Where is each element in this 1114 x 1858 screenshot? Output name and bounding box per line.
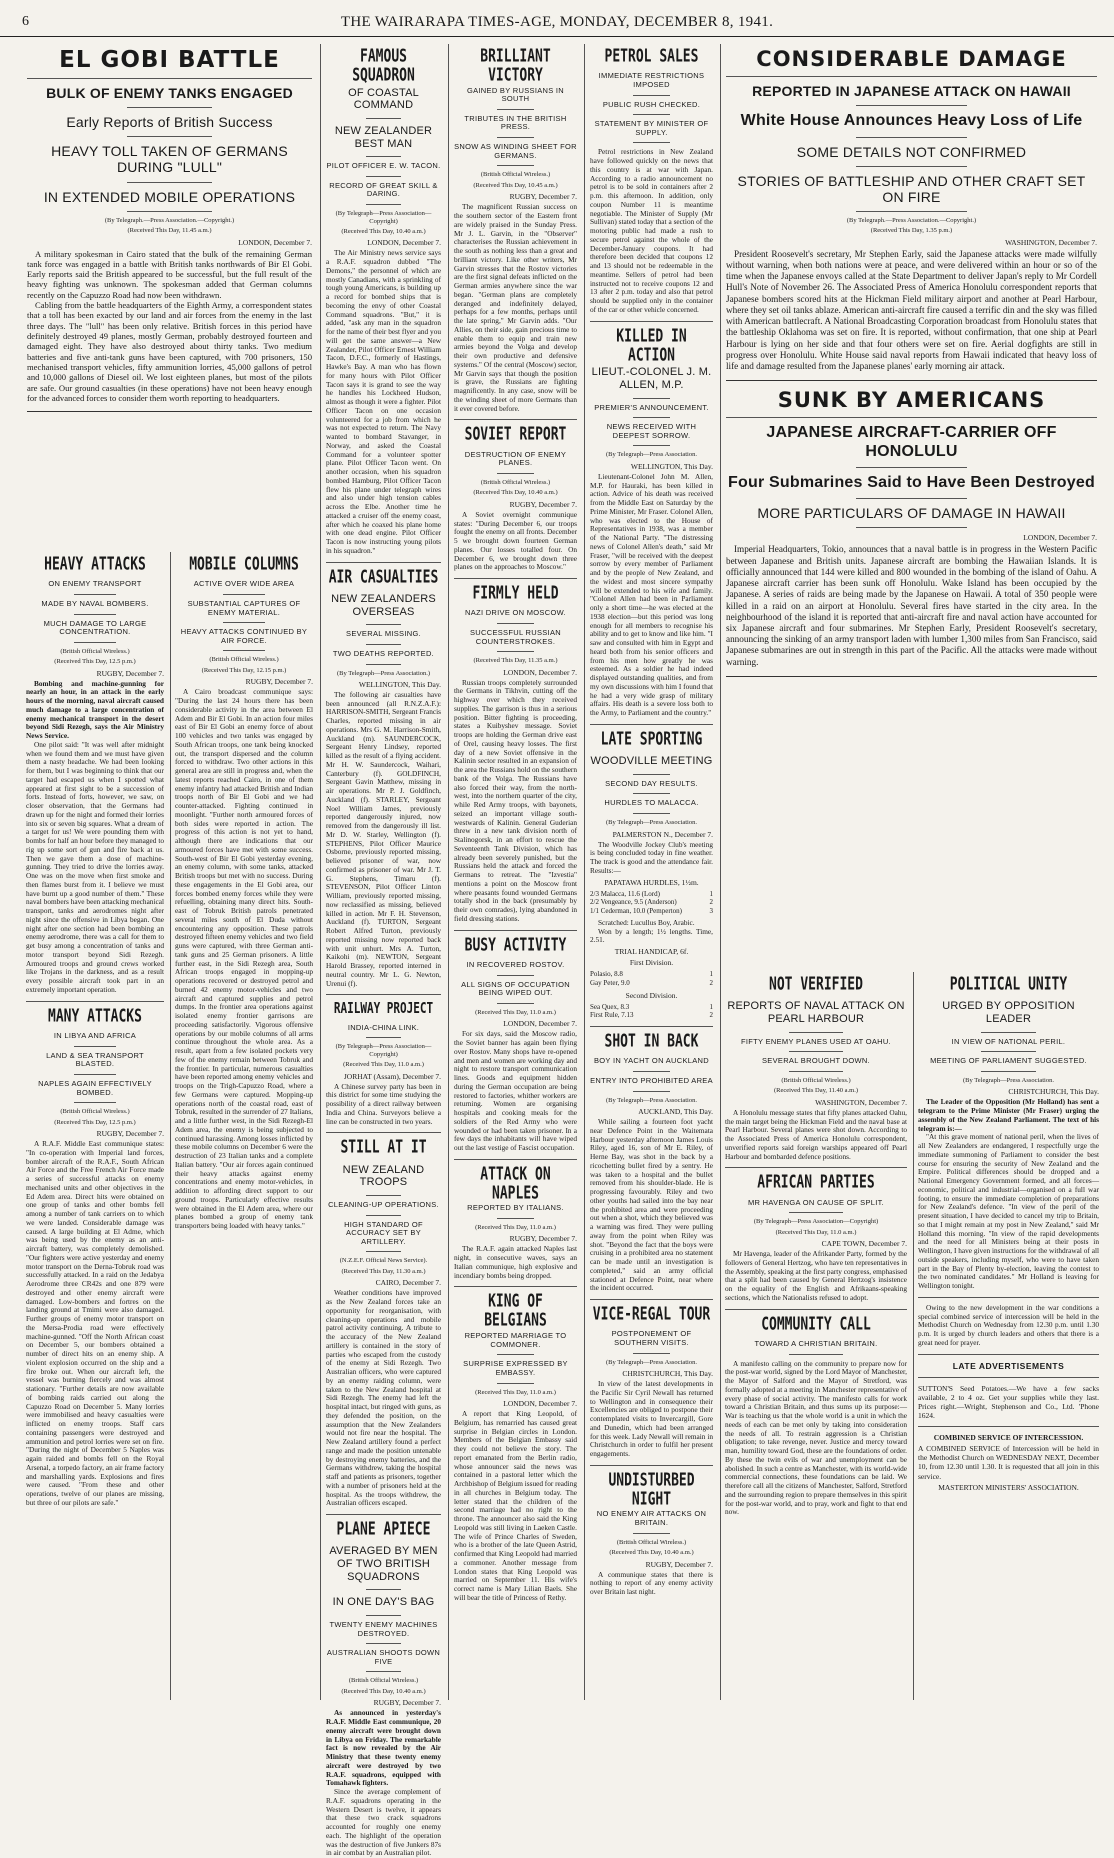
subhead: TRIBUTES IN THE BRITISH PRESS.	[464, 113, 567, 132]
headline: NOT VERIFIED	[769, 974, 863, 995]
advertisement: A COMBINED SERVICE of Intercession will be held in the Methodist Church on WEDNESDAY NEXT, December 10, from 12.30 until 1.30. It is requested that all join in this service.	[918, 1444, 1099, 1481]
credit-line: (By Telegraph—Press Association—Copyright)	[335, 1043, 432, 1058]
subhead: SUCCESSFUL RUSSIAN COUNTERSTROKES.	[470, 627, 561, 646]
article-body: Russian troops completely surrounded the Germans in Tikhvin, cutting off the highway over which they received supplies. The garrison is thus in a serious position. Bitter fighting is proceeding, states a Kuibyshev message. Soviet troops are holding the German drive east of Orel, causing heavy losses. The first day of a new Soviet offensive in the Kalinin sector resulted in an expansion of the area the Russians hold on the southern bank of the Volga. The Russians have also forced their way, from the north-west, into the northern quarter of the city, while Red Army troops, with bayonets, seized an important village south-westwards of Kalinin. General Guderian threw in a new tank division north of Stalinogorsk, in an effort to rescue the Seventeenth Tank Division, which has already been severely punished, but the Russians held the attack and forced the Germans to retreat. The "Izvestia" mentions a point on the Moscow front where peasants found wounded Germans totally shod in the back (presumably by their own comrades), lying abandoned in field dressing stations.	[454, 677, 578, 923]
subhead: SEVERAL BROUGHT DOWN.	[762, 1056, 870, 1066]
subhead: RECORD OF GREAT SKILL & DARING.	[329, 180, 438, 199]
race-title: PAPATAWA HURDLES, 1½m.	[604, 877, 699, 887]
headline: SOVIET REPORT	[464, 424, 567, 446]
received-line: (Received This Day, 11.0 a.m.)	[343, 1061, 424, 1069]
subhead: IN EXTENDED MOBILE OPERATIONS	[43, 188, 296, 205]
advertisement: SUTTON'S Seed Potatoes.—We have a few sacks available, 2 to 4 oz. Get your supplies while they last. Prices right.—Wright, Stephenson and Co., Ltd. 'Phone 1624.	[918, 1383, 1099, 1420]
result-row: 2/3 Malacca, 11.6 (Lord) 1	[590, 889, 713, 898]
dateline: RUGBY, December 7.	[509, 192, 577, 202]
subhead: URGED BY OPPOSITION LEADER	[942, 1000, 1075, 1025]
headline: PLANE APIECE	[336, 1519, 431, 1541]
masthead-title: THE WAIRARAPA TIMES-AGE, MONDAY, DECEMBER 8, 1941.	[340, 14, 774, 30]
subhead: ON ENEMY TRANSPORT	[48, 579, 142, 589]
dateline: WASHINGTON, December 7.	[815, 1097, 907, 1107]
headline: AIR CASUALTIES	[328, 567, 439, 588]
credit-line: (N.Z.E.F. Official News Service).	[339, 1257, 428, 1265]
subhead: LAND & SEA TRANSPORT BLASTED.	[46, 1050, 144, 1069]
article-body: Mr Havenga, leader of the Afrikander Party, formed by the followers of General Hertzog, who have ten representatives in the Assembly, speaking at the first party congress, emphasised that a split had been caused by General Hertzog's insistence on the equality of the English and Afrikaans-speaking sections, which the Nationalists refused to adopt.	[725, 1249, 907, 1302]
result-row: 1/1 Cederman, 10.0 (Pemperton) 3	[590, 907, 713, 916]
received-line: (Received This Day, 11.0 a.m.)	[775, 1228, 857, 1236]
won-note: Won by a length; 1½ lengths. Time, 2.51.	[590, 926, 713, 945]
subhead: INDIA-CHINA LINK.	[347, 1022, 420, 1032]
credit-line: (By Telegraph—Press Association.)	[336, 669, 431, 677]
subhead: IN RECOVERED ROSTOV.	[466, 959, 565, 969]
column-el-gobi	[22, 44, 317, 1700]
article-lead: As announced in yesterday's R.A.F. Middle East communique, 20 enemy aircraft were brought down in Libya on Friday. The remarkable fact is now revealed by the Air Ministry that these twenty enemy aircraft were destroyed by two R.A.F. squadrons, equipped with Tomahawk fighters.	[326, 1708, 441, 1788]
article-body: Lieutenant-Colonel John M. Allen, M.P. for Hauraki, has been killed in action. Advice of his death was received from the Middle East on Saturday by the Prime Minister, Mr Fraser. Colonel Allen, who was elected to the House of Representatives in 1938, was a member of the National Party. "The distressing news of Colonel Allen's death," said Mr Fraser, "will be received with the deepest sorrow by every member of Parliament and by the people of New Zealand, and the widest and most sincere sympathy will be extended to his wife and family. "Colonel Allen had been in Parliament only a short time—he was elected at the 1938 election—but this period was long enough for all members to recognise his ability and to get to know and like him. "I saw and consulted with him in Egypt and heard both from his senior officers and from his men how greatly he was esteemed. As a soldier he had indeed displayed outstanding qualities, and from my own discussions with him I found that he had a very wide grasp of military affairs. His death is a severe loss both to the Army, to Parliament and the country."	[590, 471, 713, 718]
subhead: AUSTRALIAN SHOOTS DOWN FIVE	[326, 1648, 441, 1666]
column-famous-squadron	[320, 44, 446, 1858]
credit-line: (British Official Wireless.)	[348, 1677, 419, 1685]
race-results	[590, 890, 713, 916]
received-line: (Received This Day, 10.45 a.m.)	[473, 181, 558, 189]
subhead: BULK OF ENEMY TANKS ENGAGED	[46, 85, 293, 102]
subhead: IN LIBYA AND AFRICA	[53, 1031, 137, 1041]
headline: PETROL SALES	[604, 46, 699, 67]
dateline: RUGBY, December 7.	[509, 499, 577, 509]
subhead: ENTRY INTO PROHIBITED AREA	[590, 1075, 713, 1085]
subhead: MR HAVENGA ON CAUSE OF SPLIT.	[747, 1197, 885, 1207]
subhead: Early Reports of British Success	[66, 114, 273, 131]
headline: MOBILE COLUMNS	[189, 554, 299, 575]
subhead: IN VIEW OF NATIONAL PERIL.	[951, 1036, 1066, 1046]
masthead	[0, 0, 1114, 37]
article-body: "At this grave moment of national peril, when the lives of all New Zealanders are endangered, I respectfully urge the immediate summoning of Parliament to consider the best course for ensuring the security of New Zealand and the Empire. Political differences should be dropped and a National Emergency Government formed, and all forces—economic, political and industrial—organised on a full war footing, to ensure the immediate completion of preparations for New Zealand's defence. "In view of the peril of the present situation, I have decided to cancel my trip to Britain, so that I might remain at my post in New Zealand," said Mr Holland this morning. "In view of the rapid developments and the need for all Ministers being at their posts in Wellington, I have given instructions for the withdrawal of all outside speakers, including myself, who were to have taken part in the Bay of Plenty by-election, leaving the contest to the two nominated candidates." Mr Holland is leaving for Wellington tonight.	[918, 1132, 1099, 1291]
credit-line: (By Telegraph—Press Association.	[606, 451, 697, 459]
credit-line: (British Official Wireless.)	[60, 1108, 130, 1116]
race-title: TRIAL HANDICAP, 6f.	[614, 947, 689, 957]
subhead: NAPLES AGAIN EFFECTIVELY BOMBED.	[38, 1078, 152, 1097]
dateline: CAIRO, December 7.	[375, 1278, 441, 1288]
subhead: ALL SIGNS OF OCCUPATION BEING WIPED OUT.	[461, 979, 570, 998]
credit-line: (By Telegraph.—Press Association.—Copyright.)	[104, 216, 235, 224]
headline: UNDISTURBED NIGHT	[608, 1470, 695, 1511]
received-line: (Received This Day, 12.5 p.m.)	[54, 1118, 136, 1126]
article-body: Cabling from the battle headquarters of the Eighth Army, a correspondent states that a toll has been exacted by our land and air forces from the enemy in the last three days. The "lull" has been only relative. British forces in this period have definitely destroyed 49 planes, mostly German, probably destroyed fourteen and damaged eight. They have also destroyed about thirty tanks. Two medium batteries and five anti-tank guns have been captured, with 700 prisoners, 150 mechanised transport vehicles, fifty ammunition lorries, 45,000 gallons of petrol and 10,000 gallons of Diesel oil. We lost eighteen planes, but most of the pilots are safe. Our ground casualties (in these operations) have not been heavy enough for the advanced forces to consider them worth reporting to headquarters.	[27, 300, 312, 403]
article-body: A report that King Leopold, of Belgium, has remarried has caused great surprise in Belgian circles in London. Members of the Belgian Embassy said they could not believe the story. The report emanated from the Berlin radio, whose announcer said the news was contained in a pastoral letter which the Archbishop of Belgium issued for reading in all churches in Belgium today. The letter stated that the children of the second marriage had no right to the throne. The announcer also said the King Leopold was still living in Laeken Castle. The wife of Prince Charles of Sweden, who is a brother of the late Queen Astrid, confirmed that King Leopold had married a commoner. Another message from London states that King Leopold was married on September 11. His wife's correct name is Mary Lilian Baels. She will bear the title of Princess of Rethy.	[454, 1409, 578, 1602]
subhead: NEW ZEALAND TROOPS	[342, 1163, 425, 1189]
result-row: Polasio, 8.8 1	[590, 970, 713, 979]
subhead: REPORTED IN JAPANESE ATTACK ON HAWAII	[752, 83, 1071, 100]
subhead: REPORTED BY ITALIANS.	[467, 1203, 564, 1213]
received-line: (Received This Day, 10.40 a.m.)	[609, 1549, 694, 1557]
subhead: SNOW AS WINDING SHEET FOR GERMANS.	[454, 142, 577, 160]
subhead: HURDLES TO MALACCA.	[604, 798, 699, 808]
race-results	[590, 1003, 713, 1021]
credit-line: (By Telegraph—Press Association—Copyright)	[753, 1218, 879, 1226]
subhead: SECOND DAY RESULTS.	[605, 778, 698, 788]
article-body: Petrol restrictions in New Zealand have followed quickly on the news that this country is at war with Japan. According to a radio announcement no petrol is to be sold in containers after 2 p.m. this afternoon. In addition, only coupon Number 11 is meantime negotiable. The Minister of Supply (Mr Sullivan) stated today that a section of the motoring public had made a rush to secure petrol against the whole of the December-January coupons. It had therefore been decided that coupons 12 and 13 should not be redeemable in the meantime. Sellers of petrol had been instructed not to receive coupons 12 and 13 after 2 p.m. today and also that petrol should be supplied only in the container of the car or other vehicle concerned.	[590, 147, 713, 314]
received-line: (Received This Day, 11.30 a.m.)	[341, 1267, 426, 1275]
article-body: A military spokesman in Cairo stated that the bulk of the remaining German tank force was engaged in a battle with British tanks northwards of Bir El Gobi. Early reports said the British appeared to be successful, but the full result of the heavy fighting was unknown. The spokesman added that German columns recently on the Capuzzo Road had now been withdrawn.	[27, 248, 312, 300]
article-body: A Chinese survey party has been in this district for some time studying the possibility of a direct railway between India and China. Surveyors believe a line can be constructed in two years.	[326, 1081, 441, 1126]
received-line: (Received This Day, 12.15 p.m.)	[201, 666, 287, 674]
headline: ATTACK ON NAPLES	[480, 1164, 551, 1204]
column-brilliant-victory	[448, 44, 582, 1700]
dateline: RUGBY, December 7.	[373, 1698, 441, 1708]
credit-line: (By Telegraph—Press Association.	[606, 819, 697, 827]
headline-considerable-damage: CONSIDERABLE DAMAGE	[756, 47, 1067, 71]
subhead: PUBLIC RUSH CHECKED.	[602, 99, 701, 109]
article-body: In view of the latest developments in the Pacific Sir Cyril Newall has returned to Wellington and in consequence their Excellencies are obliged to postpone their contemplated visits to Invercargill, Gore and Dunedin, which had been arranged for this week. Lady Newall will remain in Christchurch in order to fulfil her present engagements.	[590, 1379, 713, 1459]
division-label: Second Division.	[625, 990, 678, 1000]
received-line: (Received This Day, 11.40 a.m.)	[773, 1087, 859, 1095]
late-advertisements-heading: LATE ADVERTISEMENTS	[952, 1360, 1065, 1371]
credit-line: (British Official Wireless.)	[781, 1076, 851, 1084]
subhead: POSTPONEMENT OF SOUTHERN VISITS.	[611, 1329, 692, 1347]
dateline: LONDON, December 7.	[1023, 533, 1097, 543]
article-body: A Honolulu message states that fifty planes attacked Oahu, the main target being the Hickman Field and the naval base at Pearl Harbour. Several planes were shot down. According to the Associated Press of America Honolulu correspondent, unverified reports said foreign warships appeared off Pearl Harbour and bombarded defence positions.	[725, 1107, 907, 1161]
subhead: TWO DEATHS REPORTED.	[332, 648, 435, 658]
dateline: LONDON, December 7.	[367, 238, 441, 248]
dateline: CHRISTCHURCH, This Day.	[622, 1369, 713, 1379]
subhead: TWENTY ENEMY MACHINES DESTROYED.	[329, 1619, 438, 1638]
dateline: RUGBY, December 7.	[245, 677, 313, 687]
subhead: WOODVILLE MEETING	[590, 755, 713, 768]
received-line: (Received This Day, 12.5 p.m.)	[54, 658, 136, 666]
dateline: CHRISTCHURCH, This Day.	[1008, 1087, 1099, 1097]
headline: POLITICAL UNITY	[949, 974, 1068, 995]
subcolumn-heavy-many	[22, 552, 168, 1700]
dateline: LONDON, December 7.	[503, 1399, 577, 1409]
subhead: ACTIVE OVER WIDE AREA	[193, 579, 295, 589]
dateline: RUGBY, December 7.	[509, 1234, 577, 1244]
subhead: White House Announces Heavy Loss of Life	[740, 112, 1083, 130]
subhead: DESTRUCTION OF ENEMY PLANES.	[464, 449, 567, 468]
dateline: WASHINGTON, December 7.	[1005, 237, 1097, 247]
headline: FIRMLY HELD	[472, 583, 559, 604]
dateline: CAPE TOWN, December 7.	[821, 1239, 907, 1249]
dateline: WELLINGTON, This Day.	[358, 679, 441, 689]
subhead: NEW ZEALANDERS OVERSEAS	[331, 592, 436, 618]
headline: MANY ATTACKS	[48, 1006, 142, 1027]
race-results	[590, 970, 713, 988]
headline: FAMOUS SQUADRON	[352, 46, 415, 87]
subhead: CLEANING-UP OPERATIONS.	[328, 1199, 439, 1209]
credit-line: (British Official Wireless.)	[480, 171, 551, 179]
headline: COMMUNITY CALL	[761, 1314, 871, 1335]
credit-line: (By Telegraph—Press Association.	[963, 1076, 1054, 1084]
credit-line: (By Telegraph—Press Association.	[606, 1096, 697, 1104]
dateline: LONDON, December 7.	[503, 1019, 577, 1029]
received-line: (Received This Day, 11.35 a.m.)	[473, 657, 558, 665]
headline: HEAVY ATTACKS	[44, 554, 146, 575]
headline: BRILLIANT VICTORY	[480, 46, 551, 87]
dateline: LONDON, December 7.	[503, 667, 577, 677]
subhead: SUBSTANTIAL CAPTURES OF ENEMY MATERIAL.	[187, 598, 301, 617]
received-line: (Received This Day, 11.0 a.m.)	[475, 1388, 556, 1396]
article-body: Weather conditions have improved as the New Zealand forces take an opportunity for reorganisation, with cleaning-up operations and mobile patrol activity continuing. A tribute to the accuracy of the New Zealand artillery is contained in the story of parties who escaped from the custody of the enemy at Sidi Rezegh. Two Australian officers, who were captured by an enemy raiding column, were taken to the New Zealand hospital at Sidi Rezegh. The enemy had left the hospital intact, but ringed with guns, as they defended the position, on the assumption that the New Zealanders would not fire near the hospital. The New Zealand artillery found a perfect range and made the position untenable by destroying enemy batteries, and the Germans withdrew, taking the hospital staff and patients as prisoners, together with a number of prisoners held at the hospital. As the troops withdrew, the Australian officers escaped.	[326, 1288, 441, 1508]
advertisement-title: COMBINED SERVICE OF INTERCESSION.	[933, 1433, 1084, 1443]
subhead: TOWARD A CHRISTIAN BRITAIN.	[754, 1338, 878, 1348]
headline: KING OF BELGIANS	[484, 1292, 547, 1332]
headline: BUSY ACTIVITY	[464, 935, 567, 956]
article-body: One pilot said: "It was well after midnight when we found them and we must have given them a nasty headache. We had been looking for them, but I was beginning to think that our target had escaped us when I spotted what appeared at first sight to be a succession of forts. Instead of forts, however, we saw, on closer observation, that the Germans had drawn up for the night and formed their lorries into six or seven big squares. What a dream of a target for us! We were pounding them with bombs for half an hour before they managed to rig up some sort of gun and fire back at us. Then we gave them a dose of machine-gunning. They tried to drive the lorries away. One was on the move when first smoke and then flames burst from it. I believe we must have burnt up a good number of them." These naval bombers have been attacking mechanical transport, tanks and aerodromes night after night since the offensive in Libya began. One night after one section had been bombing an enemy aerodrome, there was a call for them to get busy among a concentration of tanks and motor transport beyond Sidi Rezegh. Armoured troops and ground crews worked like Trojans in the darkness, and as a result every possible aircraft took part in an extremely important operation.	[26, 739, 164, 994]
article-body: A communique states that there is nothing to report of any enemy activity over Britain last night.	[590, 1569, 713, 1597]
dateline: RUGBY, December 7.	[645, 1559, 713, 1569]
result-row: 2/2 Vengeance, 9.5 (Anderson) 2	[590, 898, 713, 907]
scratched-note: Scratched: Lucullus Boy, Arabic.	[598, 917, 695, 927]
subhead: SEVERAL MISSING.	[346, 629, 421, 639]
article-body: President Roosevelt's secretary, Mr Stephen Early, said the Japanese attacks were made wilfully without warning, when both nations were at peace, and were delivered within an hour or so of the time when the Japanese envoys called at the State Department to deliver Japan's reply to Mr Cordell Hull's Note of November 26. The Associated Press of America Honolulu correspondent reports that Japanese bombers scored hits at the Hickman Field military airport and another at Pearl Harbour, where they set oil tanks ablaze. American anti-aircraft fire caused a terrific din and the sky was filled with American battlecraft. A National Broadcasting Corporation broadcast from Honolulu states that the battleship Oklahoma was set on fire. It is reported, without confirmation, that one ship at Pearl Harbour is lying on her side and that four others were set on fire. Aerial dogfights are still in progress over Honolulu. White House said naval reports from Hawaii indicated that heavy loss of life and damage resulted from the Japanese planes' early morning air attack.	[726, 248, 1097, 371]
received-line: (Received This Day, 11.0 a.m.)	[475, 1008, 556, 1016]
article-body: For six days, said the Moscow radio, the Soviet banner has again been flying over Rostov. Many shops have re-opened and men and women are working day and night to restore transport communication lines. Goods and equipment hidden during the German occupation are being restored to factories, whither workers are returning. Women are organising hospitals and cooking meals for the soldiers of the Red Army who were wounded or had been taken prisoner. In a few days the inhabitants will have wiped out the last vestige of Fascist occupation.	[454, 1029, 577, 1153]
result-row: First Rule, 7.13 2	[590, 1011, 713, 1020]
headline: AFRICAN PARTIES	[757, 1172, 875, 1194]
headline: LATE SPORTING	[600, 729, 703, 750]
article-lead: The Leader of the Opposition (Mr Holland) has sent a telegram to the Prime Minister (Mr Fraser) urging the assembly of the New Zealand Parliament. The text of his telegram is:—	[918, 1097, 1099, 1133]
dateline: WELLINGTON, This Day.	[630, 461, 713, 471]
subhead: IMMEDIATE RESTRICTIONS IMPOSED	[598, 71, 705, 89]
received-line: (Received This Day, 11.45 a.m.)	[127, 227, 212, 235]
subhead: OF COASTAL COMMAND	[348, 86, 419, 112]
article-body: While sailing a fourteen foot yacht near Defence Point in the Waitemata Harbour yesterday afternoon James Louis Riley, aged 16, son of Mr E. Riley, of Herne Bay, was shot in the back by a ricochetting bullet fired by a sentry. He was taken to a hospital and the bullet removed from his shoulder-blade. He is progressing favourably. Riley and two other youths had sailed into the bay near the prohibited area and were proceeding out when a shot, which they believed was a warning was fired. They were pulling away from the point when Riley was shot. "Beyond the fact that the boys were cruising in a prohibited area no statement can be made until an investigation is completed," said an army official stationed at Defence Point, near where the incident occurred.	[590, 1117, 713, 1293]
article-body: The R.A.F. again attacked Naples last night, in consecutive waves, says an Italian communique, high explosive and incendiary bombs being dropped.	[454, 1244, 577, 1280]
subhead: JAPANESE AIRCRAFT-CARRIER OFF HONOLULU	[766, 424, 1057, 460]
subhead: NEWS RECEIVED WITH DEEPEST SORROW.	[606, 422, 697, 440]
subhead: HEAVY ATTACKS CONTINUED BY AIR FORCE.	[180, 627, 308, 645]
received-line: (Received This Day, 10.40 a.m.)	[341, 1687, 426, 1695]
headline-el-gobi: EL GOBI BATTLE	[59, 47, 280, 73]
headline: KILLED IN ACTION	[616, 326, 687, 366]
subcolumn-mobile	[170, 552, 317, 1700]
article-body: The magnificent Russian success on the southern sector of the Eastern front are widely praised in the Sunday Press. Mr J. L. Garvin, in the "Observer" characterises the Russian achievement in the south as nothing less than a great and brilliant victory. Like other writers, Mr Garvin stresses that the Rostov victories are the first signal defeats inflicted on the German armies anywhere since the war began. "German plans are completely deranged and indefinitely delayed, perhaps for a few months, perhaps until the late spring," Mr Garvin adds. "Our Allies, on their side, gain precious time to enable them to equip and train new armies beyond the Volga and develop their own productive and defensive systems." Of the central (Moscow) sector, Mr Garvin says that though the position is grave, the Russians are fighting magnificently. In any case, snow will be the winding sheet of more Germans than it ever covered before.	[454, 202, 577, 413]
subcolumn-political-unity	[913, 972, 1103, 1700]
subhead: PILOT OFFICER E. W. TACON.	[326, 161, 441, 171]
subhead: NEW ZEALANDER BEST MAN	[334, 124, 433, 150]
dateline: JORHAT (Assam), December 7.	[343, 1071, 441, 1081]
page-number: 6	[22, 14, 29, 29]
received-line: (Received This Day, 10.40 a.m.)	[341, 227, 426, 235]
subhead: HIGH STANDARD OF ACCURACY SET BY ARTILLERY.	[344, 1219, 423, 1246]
received-line: (Received This Day, 1.35 p.m.)	[870, 227, 953, 235]
subhead: MORE PARTICULARS OF DAMAGE IN HAWAII	[757, 505, 1066, 522]
subhead: HEAVY TOLL TAKEN OF GERMANS DURING "LULL"	[51, 143, 288, 176]
subhead: NO ENEMY AIR ATTACKS ON BRITAIN.	[596, 1509, 707, 1528]
subhead: FIFTY ENEMY PLANES USED AT OAHU.	[741, 1036, 891, 1046]
dateline: LONDON, December 7.	[238, 237, 312, 247]
article-body: Imperial Headquarters, Tokio, announces that a naval battle is in progress in the Western Pacific between Japanese and British units. Japanese aircraft are bombing the Hawaiian Islands. It is officially announced that 144 were killed and 800 wounded in the bombing of the island of Oahu. A Japanese aircraft carrier has been sunk off Honolulu. Wake Island has been occupied by the Japanese. A series of raids are being made by the Japanese on Hawaii. A total of 350 people were killed in a raid on an airport at Honolulu. Several fires have started in the city area. In the neighbourhood of the island it is reported that anti-aircraft fire and naval action have accounted for six Japanese aircraft and four submarines. Mr Stephen Early, President Roosevelt's secretary, announcing the sinking of an army transport laden with lumber 1,300 miles from San Francisco, said Japanese submarines are out in strength in this part of the Pacific. All the attacks were made without warning.	[726, 544, 1097, 667]
intercession-notice: Owing to the new development in the war conditions a special combined service of intercession will be held in the Methodist Church on Wednesday from 12.30 p.m. until 1.30 p.m. It is urged by church leaders and others that there is a great need for prayer.	[918, 1302, 1099, 1347]
division-label: First Division.	[629, 958, 674, 968]
dateline: RUGBY, December 7.	[96, 668, 164, 678]
subhead: REPORTS OF NAVAL ATTACK ON PEARL HARBOUR	[727, 1000, 905, 1025]
subhead: LIEUT.-COLONEL J. M. ALLEN, M.P.	[591, 366, 712, 391]
subhead: Four Submarines Said to Have Been Destroyed	[728, 473, 1095, 491]
article-body: The Air Ministry news service says a R.A.F. squadron dubbed "The Demons," the personnel of which are mostly Canadians, with a sprinkling of tough young Americans, is building up a record for bombed ships that is becoming the envy of other Coastal Command squadrons. "But," it is added, "ask any man in the squadron for the name of their best flyer and you will get the same answer—a New Zealander, Pilot Officer Ernest William Tacon, D.F.C., formerly of Hastings, Hawke's Bay. A man who has flown for many hours with Pilot Officer Tacon says it is grand to see the way he handles his Lockheed Hudson, almost as though it were a fighter. Pilot Officer Tacon on one occasion volunteered for a job from which he was not expected to return. The Navy wanted to bombard Stavanger, in Norway, and asked the Coastal Command for a volunteer spotter plane. Pilot Officer Tacon went. On another occasion, when his squadron bombed Hamburg, Pilot Officer Tacon flew his plane under telegraph wires and also under high tension cables across the Elbe. Another time he attacked a cruiser off the enemy coast, after which he coaxed his plane home with one dead engine. Pilot Officer Tacon is now instructing young pilots in his squadron."	[326, 248, 441, 555]
subhead: PREMIER'S ANNOUNCEMENT.	[594, 402, 709, 412]
article-body: The Woodville Jockey Club's meeting is being concluded today in fine weather. The track is good and the attendance fair. Results:—	[590, 839, 713, 875]
subhead: STATEMENT BY MINISTER OF SUPPLY.	[594, 119, 709, 137]
column-petrol-sales	[584, 44, 718, 1700]
subhead: MADE BY NAVAL BOMBERS.	[41, 598, 149, 608]
article-body: A Soviet overnight communique states: "During December 6, our troops fought the enemy on all fronts. December 5 we brought down fourteen German planes. Our losses totalled four. On December 6, we brought down three planes on the approaches to Moscow."	[454, 509, 577, 572]
advertisement-signature: MASTERTON MINISTERS' ASSOCIATION.	[938, 1482, 1079, 1492]
credit-line: (British Official Wireless.)	[616, 1538, 687, 1546]
column-pacific-war	[720, 44, 1102, 1700]
article-body: A R.A.F. Middle East communique states: "In co-operation with Imperial land forces, bomber aircraft of the R.A.F., South African Air Force and the Free French Air Force made a series of successful attacks on enemy mechanised units and other objectives in the Ed Adem area. Direct hits were obtained on one group of tanks and other bombs fell among a number of tank carriers on to which we were landed. Considerable damage was caused. A large building at El Adme, which was being used by the enemy as an anti-aircraft battery, was completely demolished. "Our fighters were active yesterday and enemy motor transport on the Derna-Tobruk road was successfully attacked. In a raid on the Jedabya Aerodrome three CR42s and one 879 were destroyed and other enemy aircraft were damaged. Low-bombers and fortres on the landing ground at Tmimi were also damaged. Further groups of enemy motor transport on the Mersa-Prodia road were effectively machine-gunned. "Off the North African coast on December 5, our bombers obtained a number of direct hits on an enemy ship. A violent explosion occurred on the ship and a fire broke out. When our aircraft left, the vessel was burning fiercely and was almost stationary. "Further details are now available of bombing raids carried out along the Capuzzo Road on December 5. Many lorries were immobilised and heavy casualties were inflicted on enemy troops. Staff cars containing passengers were destroyed and ammunition and petrol lorries were set on fire. "During the night of December 5 Naples was again raided and bombs fell on the Royal Arsenal, a torpedo factory, an air frame factory and marshalling yards. Explosions and fires were caused. "From these and other operations, twelve of our planes are missing, but three of our pilots are safe."	[26, 1139, 164, 1507]
subhead: SOME DETAILS NOT CONFIRMED	[796, 143, 1027, 160]
headline: STILL AT IT	[340, 1138, 427, 1159]
subhead: REPORTED MARRIAGE TO COMMONER.	[464, 1331, 567, 1349]
received-line: (Received This Day, 10.40 a.m.)	[473, 489, 558, 497]
article-body: A manifesto calling on the community to prepare now for the post-war world, signed by the Lord Mayor of Manchester, the Mayor of Salford and the Mayor of Stretford, was formally adopted at a meeting in Manchester representative of every phase of social activity. The manifesto calls for work toward a Christian Britain, and thus sums up its purpose:—War is teaching us that the whole world is a unit in which the needs of each can be met only by taking into consideration the needs of all. To restrain aggression is a Christian obligation; to take revenge, never. Justice and mercy toward man, humility toward God, these are the foundations of order. By these the twin evils of war and unemployment can be abolished. In such a centre as Manchester, with its world-wide commercial connections, these foundations can be laid. We therefore call all the citizens of Manchester, Salford, Stretford and the surrounding region to prepare themselves in this spirit for the post-war world, and to pray, work and fight to that end now.	[725, 1358, 907, 1517]
subhead: BOY IN YACHT ON AUCKLAND	[593, 1056, 709, 1066]
credit-line: (By Telegraph—Press Association—Copyright)	[335, 210, 432, 225]
received-line: (Received This Day, 11.0 a.m.)	[475, 1224, 556, 1232]
article-lead: Bombing and machine-gunning for nearly an hour, in an attack in the early hours of the morning, naval aircraft caused much damage to a large concentration of enemy mechanical transport in the desert beyond Sidi Rezegh, says the Air Ministry News Service.	[26, 678, 164, 741]
subhead: STORIES OF BATTLESHIP AND OTHER CRAFT SET ON FIRE	[737, 172, 1086, 205]
dateline: RUGBY, December 7.	[96, 1129, 164, 1139]
subhead: MUCH DAMAGE TO LARGE CONCENTRATION.	[43, 618, 147, 637]
credit-line: (By Telegraph—Press Association.	[606, 1358, 697, 1366]
headline: RAILWAY PROJECT	[333, 1000, 434, 1018]
headline-sunk-by-americans: SUNK BY AMERICANS	[777, 388, 1046, 413]
headline: VICE-REGAL TOUR	[592, 1304, 711, 1325]
credit-line: (By Telegraph.—Press Association.—Copyright.)	[846, 216, 977, 224]
credit-line: (British Official Wireless.)	[60, 647, 130, 655]
result-row: Gay Peter, 9.0 2	[590, 978, 713, 987]
subhead: NAZI DRIVE ON MOSCOW.	[465, 608, 566, 618]
credit-line: (British Official Wireless.)	[209, 656, 279, 664]
subhead: IN ONE DAY'S BAG	[332, 1596, 435, 1609]
subhead: SURPRISE EXPRESSED BY EMBASSY.	[463, 1359, 568, 1377]
dateline: PALMERSTON N., December 7.	[612, 829, 713, 839]
subhead: AVERAGED BY MEN OF TWO BRITISH SQUADRONS	[329, 1545, 438, 1583]
subhead: MEETING OF PARLIAMENT SUGGESTED.	[930, 1056, 1087, 1066]
subcolumn-verified	[721, 972, 911, 1700]
dateline: AUCKLAND, This Day.	[638, 1107, 713, 1117]
credit-line: (British Official Wireless.)	[480, 478, 551, 486]
subhead: GAINED BY RUSSIANS IN SOUTH	[466, 85, 565, 104]
article-body: The following air casualties have been announced (all R.N.Z.A.F.): HARRISON-SMITH, Sergeant Francis Charles, reported missing in air operations. Mrs G. M. Harrison-Smith, Auckland (m). SAUNDERCOCK, Sergeant Henry Lindsey, reported killed as the result of a flying accident. Mr H. W. Saundercock, Waihari, Canterbury (f). GOLDFINCH, Sergeant Gavin Matthew, missing in air operations. Mr P. J. Goldfinch, Auckland (f). STARLEY, Sergeant Noel William James, previously reported dangerously injured, now removed from the dangerously ill list. Mr D. W. Starley, Wellington (f). STEPHENS, Pilot Officer Maurice Osborne, previously reported missing, believed prisoner of war, now confirmed as prisoner of war. Mr J. T. G. Stephens, Timaru (f). STEVENSON, Pilot Officer Linton William, previously reported missing, now reclassified as missing, believed killed in action. Mr F. H. Stevenson, Auckland (f). TURTON, Sergeant Robert Alfred Turton, previously reported missing now reported back with unit unhurt. Mrs A. Turton, Kaikohi (m). NEWTON, Sergeant Harold Brassey, reported interned in neutral country. Mr L. G. Newton, Urenui (f).	[326, 689, 441, 988]
article-body: Since the average complement of R.A.F. squadrons operating in the Western Desert is twelve, it appears that these two crack squadrons accounted for roughly one enemy each. The highlight of the operation was the destruction of five Junkers 87s in air combat by an Australian pilot.	[326, 1787, 441, 1858]
article-body: A Cairo broadcast communique says: "During the last 24 hours there has been considerable activity in the area between El Adem and Bir El Gobi. In an action four miles east of Bir El Gobi an enemy force of about 100 vehicles and two tanks was engaged by South African troops, one tank being knocked out, the transport dispersed and the column forced to withdraw. Two other actions in this general area are still in progress and, when the latest reports reached Cairo, in one of them enemy infantry had attacked British and Indian troops north of Bir El Gobi and we had counter-attacked. Fighting continued in moonlight. "Further north armoured forces of both sides were reported in action. The progress of this action is not yet to hand, although there are indications that our armoured forces have met with some success. South-west of Bir El Gobi yesterday evening, an enemy column, with some tanks, attacked British troops but met with no success. During these engagements in the El Gobi area, our forces bombed enemy forces while they were refuelling, obtaining many direct hits. South-east of Tobruk British patrols penetrated several miles south of El Duda without encountering any opposition. These patrols destroyed fifteen enemy vehicles and two field guns were captured, with three German anti-tank guns and 25 German prisoners. A little further east, in the Sidi Rezegh area, South African troops engaged in mopping-up operations recovered or destroyed petrol and burned 42 enemy motor-vehicles and two aircraft and captured supplies and petrol dumps. In the frontier area operations against isolated enemy frontier garrisons are proceeding satisfactorily. Vigorous offensive operations by our mobile columns of all arms continue throughout the whole area. As a result, apart from a few isolated pockets very few of the enemy remain between Tobruk and the frontier. In particular, numerous casualties have been reported among enemy vehicles and troops on the Trigh-Capuzzo Road, where a few Germans were captured. Mopping-up operations north of the coastal road, east of Tobruk, resulted in the surrender of 27 Italians, and a little further west, in the Sidi Rezegh-El Adem area, the enemy is being subjected to continued harassing. Among losses inflicted by these mobile columns on December 6 were the destruction of 23 Italian tanks and a complete Italian battery. "Our air forces again continued their heavy attacks against enemy concentrations and enemy motor-vehicles, in addition to affording direct support to our ground troops. Particularly effective results were obtained in the El Adem area, where our planes bombed a group of enemy tank transporters being loaded with heavy tanks."	[175, 687, 313, 1231]
result-row: Sea Quex, 8.3 1	[590, 1002, 713, 1011]
headline: SHOT IN BACK	[604, 1031, 699, 1052]
